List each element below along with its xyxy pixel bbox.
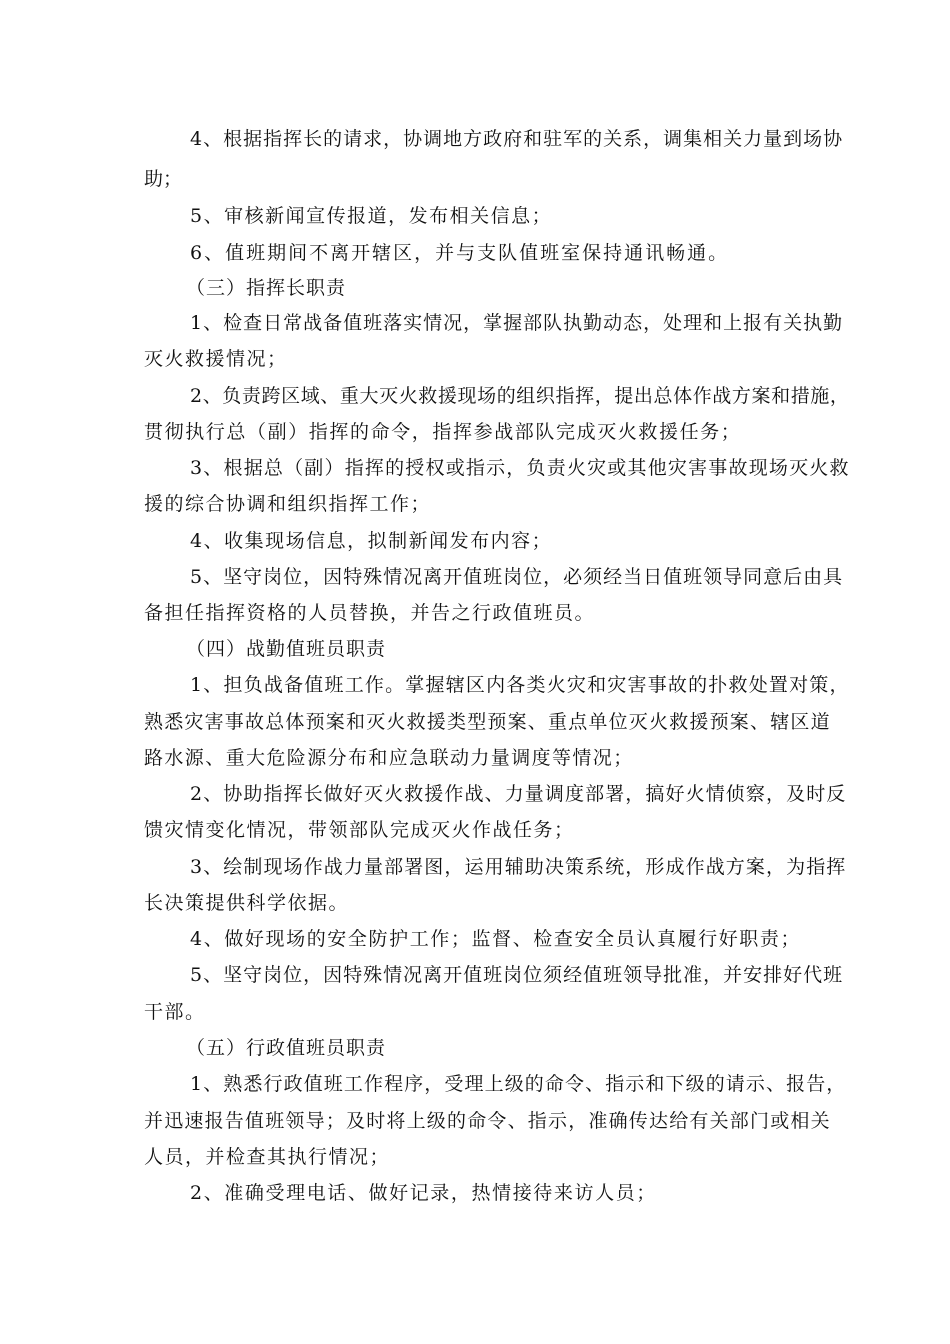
paragraph-line: 备担任指挥资格的人员替换，并告之行政值班员。 xyxy=(144,602,596,624)
paragraph-line: 3、绘制现场作战力量部署图，运用辅助决策系统，形成作战方案，为指挥 xyxy=(190,856,847,878)
paragraph-line: 灭火救援情况； xyxy=(144,348,288,370)
section-heading: （四）战勤值班员职责 xyxy=(186,638,387,660)
paragraph-line: 援的综合协调和组织指挥工作； xyxy=(144,493,432,515)
paragraph-line: 并迅速报告值班领导；及时将上级的命令、指示，准确传达给有关部门或相关 xyxy=(144,1110,831,1132)
paragraph-line: 路水源、重大危险源分布和应急联动力量调度等情况； xyxy=(144,747,634,769)
paragraph-line: 1、担负战备值班工作。掌握辖区内各类火灾和灾害事故的扑救处置对策， xyxy=(190,674,850,696)
paragraph-line: 2、负责跨区域、重大灭火救援现场的组织指挥，提出总体作战方案和措施， xyxy=(190,385,850,407)
paragraph-line: 4、根据指挥长的请求，协调地方政府和驻军的关系，调集相关力量到场协 xyxy=(190,128,844,150)
section-heading: （五）行政值班员职责 xyxy=(186,1037,387,1059)
paragraph-line: 4、做好现场的安全防护工作；监督、检查安全员认真履行好职责； xyxy=(190,928,802,950)
paragraph-line: 人员，并检查其执行情况； xyxy=(144,1146,391,1168)
paragraph-line: 长决策提供科学依据。 xyxy=(144,892,350,914)
paragraph-line: 干部。 xyxy=(144,1001,206,1023)
paragraph-line: 2、协助指挥长做好灭火救援作战、力量调度部署，搞好火情侦察，及时反 xyxy=(190,783,847,805)
paragraph-line: 5、审核新闻宣传报道，发布相关信息； xyxy=(190,205,553,227)
paragraph-line: 5、坚守岗位，因特殊情况离开值班岗位须经值班领导批准，并安排好代班 xyxy=(190,964,844,986)
paragraph-line: 3、根据总（副）指挥的授权或指示，负责火灾或其他灾害事故现场灭火救 xyxy=(190,457,850,479)
paragraph-line: 5、坚守岗位，因特殊情况离开值班岗位，必须经当日值班领导同意后由具 xyxy=(190,566,844,588)
paragraph-line: 馈灾情变化情况，带领部队完成灭火作战任务； xyxy=(144,819,575,841)
paragraph-line: 4、收集现场信息，拟制新闻发布内容； xyxy=(190,530,553,552)
paragraph-line: 1、熟悉行政值班工作程序，受理上级的命令、指示和下级的请示、报告， xyxy=(190,1073,847,1095)
paragraph-line: 熟悉灾害事故总体预案和灭火救援类型预案、重点单位灭火救援预案、辖区道 xyxy=(144,711,831,733)
paragraph-line: 贯彻执行总（副）指挥的命令，指挥参战部队完成灭火救援任务； xyxy=(144,421,742,443)
paragraph-line: 1、检查日常战备值班落实情况，掌握部队执勤动态，处理和上报有关执勤 xyxy=(190,312,844,334)
paragraph-line: 助； xyxy=(144,168,183,190)
paragraph-line: 2、准确受理电话、做好记录，热情接待来访人员； xyxy=(190,1182,657,1204)
paragraph-line: 6、值班期间不离开辖区，并与支队值班室保持通讯畅通。 xyxy=(190,242,730,264)
section-heading: （三）指挥长职责 xyxy=(186,277,347,299)
